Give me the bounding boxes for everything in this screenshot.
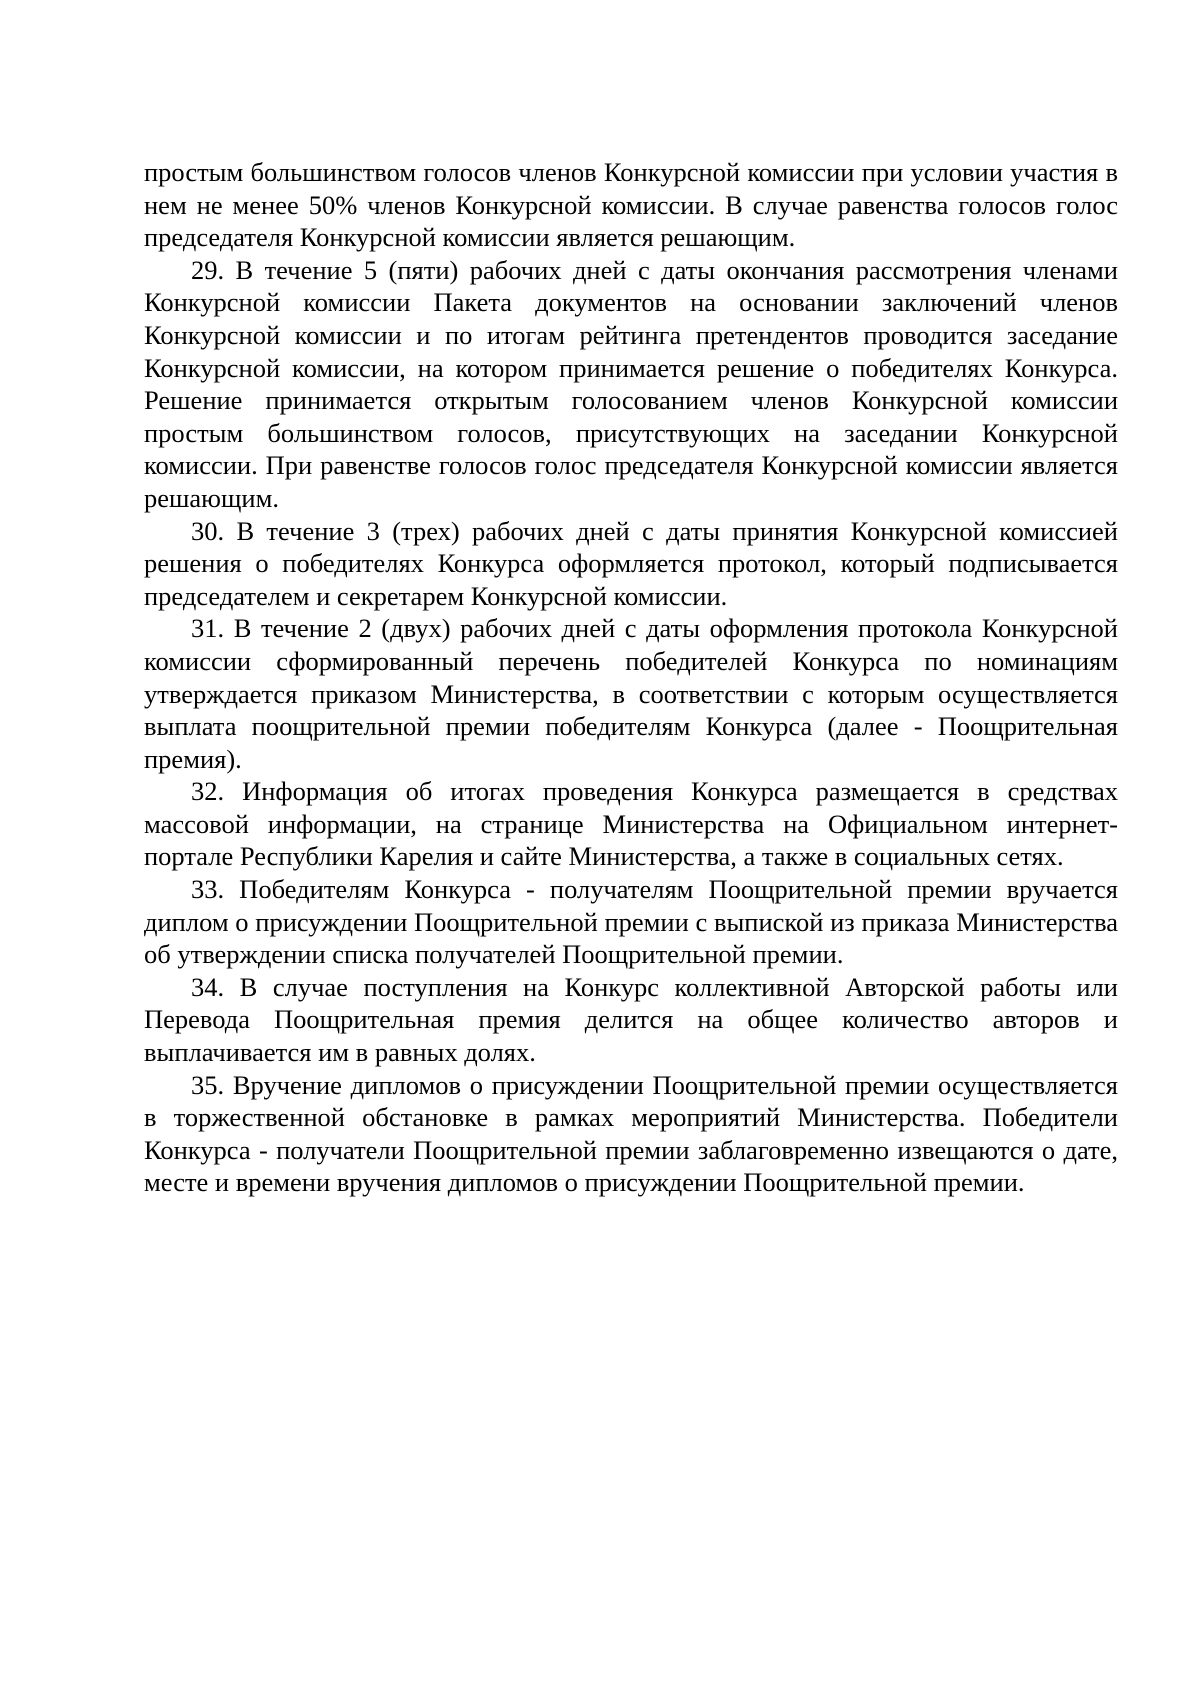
paragraph-29: 29. В течение 5 (пяти) рабочих дней с даты окончания рассмотрения членами Конкурсной комиссии Пакета документов на основании заключений членов Конкурсной комиссии и по итогам рейтинга претендентов проводится заседание Конкурсной комиссии, на котором принимается решение о победителях Конкурса. Решение принимается открытым голосованием членов Конкурсной комиссии простым большинством голосов, присутствующих на заседании Конкурсной комиссии. При равенстве голосов голос председателя Конкурсной комиссии является решающим. [144,254,1118,513]
paragraph-32: 32. Информация об итогах проведения Конкурса размещается в средствах массовой информации, на странице Министерства на Официальном интернет-портале Республики Карелия и сайте Министерства, а также в социальных сетях. [144,776,1118,872]
paragraph-28-continuation: простым большинством голосов членов Конкурсной комиссии при условии участия в нем не менее 50% членов Конкурсной комиссии. В случае равенства голосов голос председателя Конкурсной комиссии является решающим. [144,157,1118,253]
paragraph-34: 34. В случае поступления на Конкурс коллективной Авторской работы или Перевода Поощрительная премия делится на общее количество авторов и выплачивается им в равных долях. [144,971,1118,1068]
paragraph-30: 30. В течение 3 (трех) рабочих дней с даты принятия Конкурсной комиссией решения о победителях Конкурса оформляется протокол, который подписывается председателем и секретарем Конкурсной комиссии. [144,515,1118,611]
paragraph-35: 35. Вручение дипломов о присуждении Поощрительной премии осуществляется в торжественной обстановке в рамках мероприятий Министерства. Победители Конкурса - получатели Поощрительной премии заблаговременно извещаются о дате, месте и времени вручения дипломов о присуждении Поощрительной премии. [144,1069,1118,1198]
document-body [144,156,1118,1199]
paragraph-33: 33. Победителям Конкурса - получателям Поощрительной премии вручается диплом о присуждении Поощрительной премии с выпиской из приказа Министерства об утверждении списка получателей Поощрительной премии. [144,874,1118,970]
paragraph-31: 31. В течение 2 (двух) рабочих дней с даты оформления протокола Конкурсной комиссии сформированный перечень победителей Конкурса по номинациям утверждается приказом Министерства, в соответствии с которым осуществляется выплата поощрительной премии победителям Конкурса (далее - Поощрительная премия). [144,613,1118,774]
